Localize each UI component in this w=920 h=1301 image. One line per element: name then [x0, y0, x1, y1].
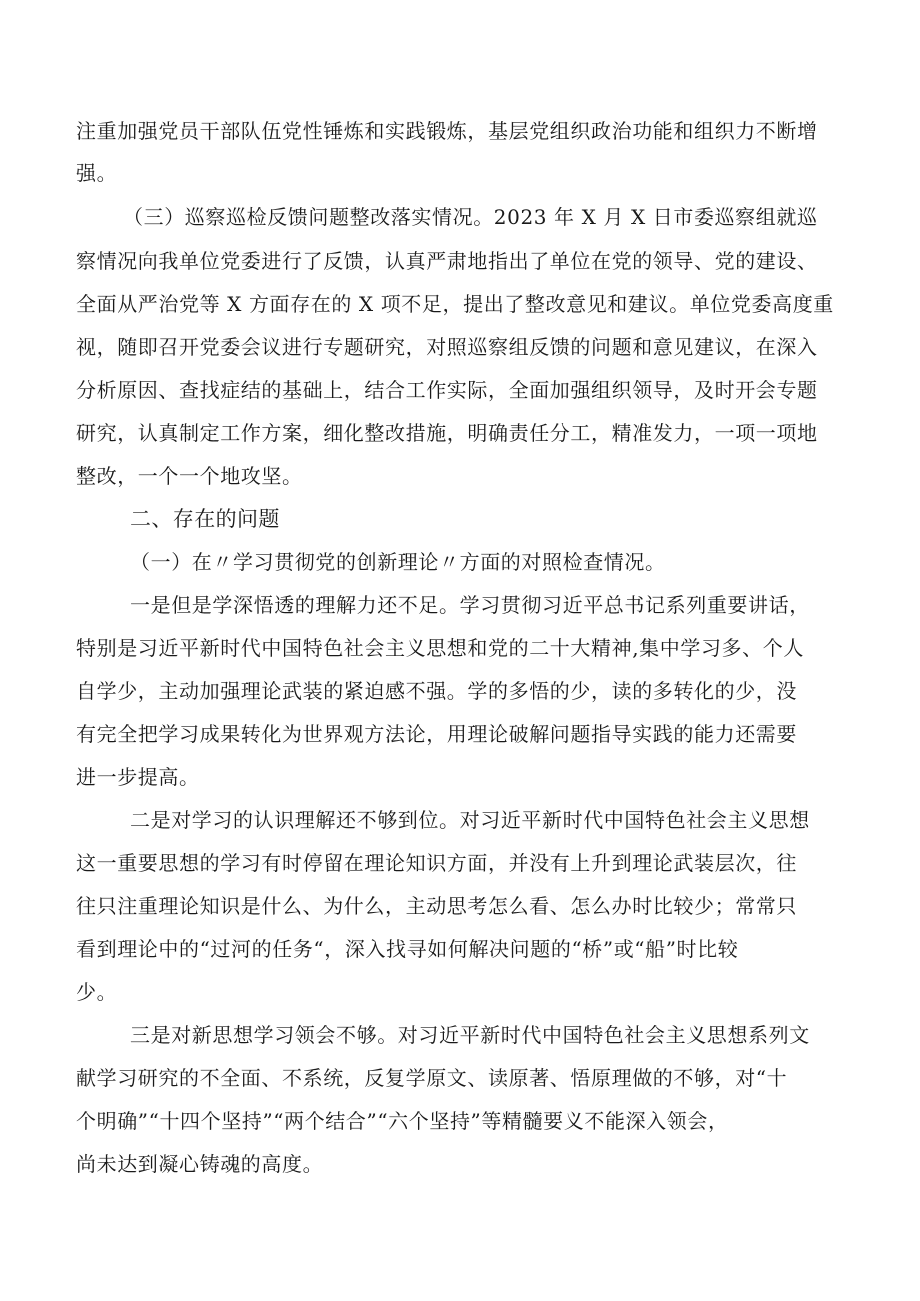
paragraph-line: （三）巡察巡检反馈问题整改落实情况。2023 年 X 月 X 日市委巡察组就巡 — [123, 205, 818, 229]
paragraph-line: 特别是习近平新时代中国特色社会主义思想和党的二十大精神,集中学习多、个人 — [76, 636, 804, 660]
section-heading: 二、存在的问题 — [130, 507, 280, 531]
paragraph-line: 察情况向我单位党委进行了反馈，认真严肃地指出了单位在党的领导、党的建设、 — [76, 249, 818, 273]
paragraph-line: 有完全把学习成果转化为世界观方法论，用理论破解问题指导实践的能力还需要 — [76, 722, 797, 746]
paragraph-line: 全面从严治党等 X 方面存在的 X 项不足，提出了整改意见和建议。单位党委高度重 — [76, 292, 834, 316]
paragraph-line: 一是但是学深悟透的理解力还不足。学习贯彻习近平总书记系列重要讲话， — [130, 593, 810, 617]
paragraph-line: 少。 — [76, 980, 118, 1004]
paragraph-line: 二是对学习的认识理解还不够到位。对习近平新时代中国特色社会主义思想 — [130, 808, 810, 832]
paragraph-line: 整改，一个一个地攻坚。 — [76, 464, 303, 488]
paragraph-line: 自学少，主动加强理论武装的紧迫感不强。学的多悟的少，读的多转化的少，没 — [76, 679, 797, 703]
paragraph-line: 尚未达到凝心铸魂的高度。 — [76, 1152, 324, 1176]
paragraph-line: 强。 — [76, 161, 118, 185]
paragraph-line: 三是对新思想学习领会不够。对习近平新时代中国特色社会主义思想系列文 — [130, 1023, 810, 1047]
paragraph-line: 视，随即召开党委会议进行专题研究，对照巡察组反馈的问题和意见建议，在深入 — [76, 335, 818, 359]
paragraph-line: 看到理论中的“过河的任务“，深入找寻如何解决问题的“桥”或“船”时比较 — [76, 937, 739, 961]
paragraph-line: 注重加强党员干部队伍党性锤炼和实践锻炼，基层党组织政治功能和组织力不断增 — [76, 119, 818, 143]
paragraph-line: （一）在〃学习贯彻党的创新理论〃方面的对照检查情况。 — [130, 550, 666, 574]
paragraph-line: 分析原因、查找症结的基础上，结合工作实际，全面加强组织领导，及时开会专题 — [76, 378, 818, 402]
paragraph-line: 研究，认真制定工作方案，细化整改措施，明确责任分工，精准发力，一项一项地 — [76, 421, 818, 445]
paragraph-line: 往只注重理论知识是什么、为什么，主动思考怎么看、怎么办时比较少；常常只 — [76, 894, 797, 918]
paragraph-line: 个明确”“十四个坚持”“两个结合”“六个坚持”等精髓要义不能深入领会， — [76, 1109, 729, 1133]
paragraph-line: 献学习研究的不全面、不系统，反复学原文、读原著、悟原理做的不够，对“十 — [76, 1066, 788, 1090]
paragraph-line: 进一步提高。 — [76, 765, 200, 789]
paragraph-line: 这一重要思想的学习有时停留在理论知识方面，并没有上升到理论武装层次，往 — [76, 851, 797, 875]
